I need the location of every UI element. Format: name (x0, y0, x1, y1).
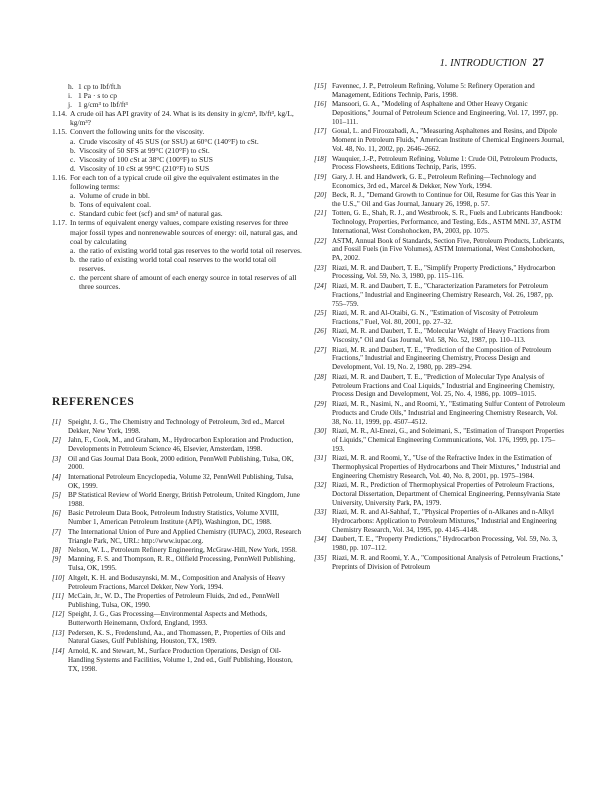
reference-entry (314, 209, 566, 236)
problem-item: c. the percent share of amount of each energy source in total reserves of all three sources. (70, 272, 297, 292)
problem-1-15: 1.15. Convert the following units for the viscosity. (52, 127, 205, 137)
references-right-column (314, 82, 566, 572)
reference-number: [28] (314, 372, 327, 381)
reference-text: Favennec, J. P., Petroleum Refining, Volume 5: Refinery Operation and Management, Editions Technip, Paris, 1998. (332, 82, 535, 99)
reference-entry (52, 473, 302, 491)
reference-entry (52, 592, 302, 610)
reference-number: [24] (314, 281, 327, 290)
reference-entry (314, 309, 566, 327)
reference-number: [21] (314, 209, 327, 218)
reference-text: BP Statistical Review of World Energy, British Petroleum, United Kingdom, June 1988. (68, 491, 300, 508)
reference-number: [20] (314, 191, 327, 200)
reference-number: [4] (52, 472, 62, 481)
reference-entry (52, 574, 302, 592)
conversion-list (52, 82, 302, 109)
reference-entry (52, 418, 302, 436)
reference-text: Riazi, M. R. and Al-Otaibi, G. N., "Estimation of Viscosity of Petroleum Fractions," Fuel, Vol. 80, 2001, pp. 27–32. (332, 309, 539, 326)
reference-entry (52, 647, 302, 674)
reference-entry (314, 237, 566, 264)
reference-number: [15] (314, 82, 327, 90)
reference-text: The International Union of Pure and Applied Chemistry (IUPAC), 2003, Research Triangle Park, NC, URL: http://www.iupac.org. (68, 527, 301, 545)
reference-entry (314, 264, 566, 282)
reference-number: [29] (314, 399, 327, 408)
reference-number: [34] (314, 535, 327, 544)
reference-text: Speight, J. G., Gas Processing—Environmental Aspects and Methods, Butterworth Heinemann, Oxford, England, 1993. (68, 610, 267, 628)
reference-number: [3] (52, 454, 62, 463)
reference-text: Mansoori, G. A., "Modeling of Asphaltene and Other Heavy Organic Depositions," Journal of Petroleum Science and Engineering, Vol. 17, 1997, pp. 101–111. (332, 100, 559, 126)
problems-column (52, 82, 302, 291)
reference-text: Riazi, M. R. and Daubert, T. E., "Prediction of Molecular Type Analysis of Petroleum Fractions and Coal Liquids," Industrial and Engineering Chemistry, Process Design and Development, Vol. 25, No. 4, 1986, pp. 1009–1015. (332, 372, 555, 399)
reference-text: Basic Petroleum Data Book, Petroleum Industry Statistics, Volume XVIII, Number 1, American Petroleum Institute (API), Washington, DC, 1988. (68, 509, 279, 527)
reference-entry (314, 173, 566, 191)
page-number: 27 (532, 57, 544, 69)
reference-entry (52, 555, 302, 573)
reference-text: International Petroleum Encyclopedia, Volume 32, PennWell Publishing, Tulsa, OK, 1999. (68, 472, 294, 490)
problem-1-14: 1.14. A crude oil has API gravity of 24. What is its density in g/cm³, lb/ft³, kg/L, kg/m³? (52, 109, 294, 128)
reference-entry (52, 455, 302, 473)
reference-text: Gary, J. H. and Handwerk, G. E., Petroleum Refining—Technology and Economics, 3rd ed., Marcel & Dekker, New York, 1994. (332, 172, 536, 190)
reference-entry (314, 127, 566, 154)
reference-entry (314, 508, 566, 535)
reference-entry (314, 100, 566, 127)
reference-entry (52, 629, 302, 647)
reference-text: McCain, Jr., W. D., The Properties of Petroleum Fluids, 2nd ed., PennWell Publishing, Tulsa, OK, 1990. (68, 591, 280, 609)
reference-number: [7] (52, 527, 62, 536)
reference-number: [22] (314, 236, 327, 245)
reference-entry (314, 427, 566, 454)
reference-entry (314, 454, 566, 481)
reference-entry (314, 373, 566, 400)
problem-item: a. Crude viscosity of 45 SUS (or SSU) at 60°C (140°F) to cSt. (70, 136, 259, 146)
reference-entry (314, 191, 566, 209)
reference-number: [33] (314, 508, 327, 517)
reference-number: [9] (52, 555, 62, 564)
reference-number: [30] (314, 426, 327, 435)
reference-text: Oil and Gas Journal Data Book, 2000 edition, PennWell Publishing, Tulsa, OK, 2000. (68, 454, 294, 472)
reference-text: Riazi, M. R. and Al-Sahhaf, T., "Physical Properties of n-Alkanes and n-Alkyl Hydrocarbons: Application to Petroleum Mixtures," Industrial and Engineering Chemistry Research, Vol. 34, 1995, pp. 4145–4148. (332, 508, 557, 535)
reference-number: [5] (52, 491, 62, 500)
reference-text: Totten, G. E., Shah, R. J., and Westbrook, S. R., Fuels and Lubricants Handbook: Technology, Properties, Performance, and Testing, Eds., ASTM MNL 37, ASTM International, West Conshohocken, PA, 2003, pp. 1075. (332, 209, 563, 236)
reference-number: [25] (314, 309, 327, 318)
problem-item: c. Viscosity of 100 cSt at 38°C (100°F) to SUS (70, 154, 213, 164)
problem-item: b. Tons of equivalent coal. (70, 200, 151, 210)
references-left-column (52, 418, 302, 674)
problem-item: c. Standard cubic feet (scf) and sm³ of natural gas. (70, 209, 223, 219)
reference-entry (314, 82, 566, 100)
reference-entry (314, 327, 566, 345)
reference-number: [35] (314, 553, 327, 562)
reference-text: Nelson, W. L., Petroleum Refinery Engineering, McGraw-Hill, New York, 1958. (68, 545, 297, 554)
reference-entry (52, 546, 302, 555)
reference-number: [19] (314, 172, 327, 181)
reference-text: Beck, R. J., "Demand Growth to Continue for Oil, Resume for Gas this Year in the U.S.," Oil and Gas Journal, January 26, 1998, p. 57. (332, 191, 556, 208)
references-heading: REFERENCES (52, 396, 135, 408)
reference-text: Riazi, M. R. and Roomi, Y. A., "Compositional Analysis of Petroleum Fractions," Preprints of Division of Petroleum (332, 553, 564, 571)
reference-number: [1] (52, 418, 62, 426)
reference-number: [17] (314, 127, 327, 136)
problem-item: a. the ratio of existing world total gas reserves to the world total oil reserves. (70, 245, 302, 255)
reference-entry (52, 436, 302, 454)
reference-text: Speight, J. G., The Chemistry and Technology of Petroleum, 3rd ed., Marcel Dekker, New York, 1998. (68, 418, 285, 435)
reference-entry (314, 346, 566, 373)
reference-number: [13] (52, 628, 65, 637)
reference-text: Altgelt, K. H. and Boduszynski, M. M., Composition and Analysis of Heavy Petroleum Fractions, Marcel Dekker, New York, 1994. (68, 573, 286, 591)
reference-text: Goual, L. and Firoozabadi, A., "Measuring Asphaltenes and Resins, and Dipole Moment in Petroleum Fluids," American Institute of Chemical Engineers Journal, Vol. 48, No. 11, 2002, pp. 2646–2662. (332, 127, 565, 154)
reference-entry (52, 491, 302, 509)
problem-item: a. Volume of crude in bbl. (70, 191, 150, 201)
reference-number: [6] (52, 509, 62, 518)
reference-number: [26] (314, 327, 327, 336)
reference-entry (314, 155, 566, 173)
reference-entry (52, 528, 302, 546)
reference-entry (314, 282, 566, 309)
reference-entry (52, 509, 302, 527)
reference-text: ASTM, Annual Book of Standards, Section Five, Petroleum Products, Lubricants, and Fossil Fuels (in Five Volumes), ASTM International, West Conshohocken, PA, 2002. (332, 236, 565, 263)
problem-item: b. Viscosity of 50 SFS at 99°C (210°F) to cSt. (70, 145, 210, 155)
reference-text: Riazi, M. R. and Roomi, Y., "Use of the Refractive Index in the Estimation of Thermophysical Properties of Hydrocarbons and Their Mixtures," Industrial and Engineering Chemistry Research, Vol. 40, No. 8, 2001, pp. 1975–1984. (332, 454, 561, 480)
problem-item: b. the ratio of existing world total coal reserves to the world total oil reserves. (70, 254, 277, 273)
reference-number: [31] (314, 454, 327, 463)
problem-1-16: 1.16. For each ton of a typical crude oil give the equivalent estimates in the following terms: (52, 172, 279, 192)
reference-entry (314, 481, 566, 508)
reference-entry (52, 610, 302, 628)
reference-text: Arnold, K. and Stewart, M., Surface Production Operations, Design of Oil-Handling Systems and Facilities, Volume 1, 2nd ed., Gulf Publishing, Houston, TX, 1998. (68, 646, 293, 673)
reference-text: Riazi, M. R. and Daubert, T. E., "Simplify Property Predictions," Hydrocarbon Processing, Vol. 59, No. 3, 1980, pp. 115–116. (332, 263, 556, 281)
reference-text: Jahn, F., Cook, M., and Graham, M., Hydrocarbon Exploration and Production, Developments in Petroleum Science 46, Elsevier, Amsterdam, 1998. (68, 436, 294, 454)
reference-text: Manning, F. S. and Thompson, R. R., Oilfield Processing, PennWell Publishing, Tulsa, OK, 1995. (68, 555, 296, 573)
reference-text: Pedersen, K. S., Fredenslund, Aa., and Thomassen, P., Properties of Oils and Natural Gases, Gulf Publishing, Houston, TX, 1989. (68, 628, 286, 646)
reference-number: [12] (52, 610, 65, 619)
reference-text: Riazi, M. R., Nasimi, N., and Roomi, Y., "Estimating Sulfur Content of Petroleum Products and Crude Oils," Industrial and Engineering Chemistry Research, Vol. 38, No. 11, 1999, pp. 4507–4512. (332, 399, 566, 426)
reference-entry (314, 400, 566, 427)
conversion-item: j. 1 g/cm³ to lbf/ft³ (68, 100, 128, 110)
reference-number: [11] (52, 591, 65, 600)
section-title: 1. INTRODUCTION (439, 58, 527, 69)
reference-entry (314, 554, 566, 572)
reference-number: [14] (52, 646, 65, 655)
reference-number: [27] (314, 345, 327, 354)
reference-number: [8] (52, 545, 62, 554)
problem-item: d. Viscosity of 10 cSt at 99°C (210°F) to SUS (70, 163, 210, 173)
reference-number: [18] (314, 154, 327, 163)
reference-number: [32] (314, 481, 327, 490)
problem-1-17: 1.17. In terms of equivalent energy values, compare existing reserves for three major fossil types and nonrenewable sources of energy: oil, natural gas, and coal by calculating (52, 218, 298, 246)
reference-number: [23] (314, 263, 327, 272)
running-header (440, 57, 544, 69)
reference-number: [10] (52, 573, 65, 582)
reference-entry (314, 535, 566, 553)
conversion-item: h. 1 cp to lbf/ft.h (68, 82, 121, 91)
reference-text: Riazi, M. R. and Daubert, T. E., "Prediction of the Composition of Petroleum Fractions," Industrial and Engineering Chemistry, Process Design and Development, Vol. 19, No. 2, 1980, pp. 289–294. (332, 345, 552, 372)
reference-number: [2] (52, 436, 62, 445)
reference-text: Riazi, M. R., Prediction of Thermophysical Properties of Petroleum Fractions, Doctoral Dissertation, Department of Chemical Engineering, Pennsylvania State University, University Park, PA, 1979. (332, 481, 561, 507)
reference-text: Daubert, T. E., "Property Predictions," Hydrocarbon Processing, Vol. 59, No. 3, 1980, pp. 107–112. (332, 535, 558, 553)
reference-number: [16] (314, 100, 327, 109)
reference-text: Riazi, M. R. and Daubert, T. E., "Characterization Parameters for Petroleum Fractions," Industrial and Engineering Chemistry Research, Vol. 26, 1987, pp. 755–759. (332, 281, 554, 308)
conversion-item: i. 1 Pa · s to cp (68, 91, 117, 101)
reference-text: Riazi, M. R. and Daubert, T. E., "Molecular Weight of Heavy Fractions from Viscosity," Oil and Gas Journal, Vol. 58, No. 52, 1987, pp. 110–113. (332, 327, 550, 345)
reference-text: Wauquier, J.-P., Petroleum Refining, Volume 1: Crude Oil, Petroleum Products, Process Flowsheets, Editions Technip, Paris, 1995. (332, 154, 558, 172)
reference-text: Riazi, M. R., Al-Enezi, G., and Soleimani, S., "Estimation of Transport Properties of Liquids," Chemical Engineering Communications, Vol. 176, 1999, pp. 175–193. (332, 426, 565, 453)
